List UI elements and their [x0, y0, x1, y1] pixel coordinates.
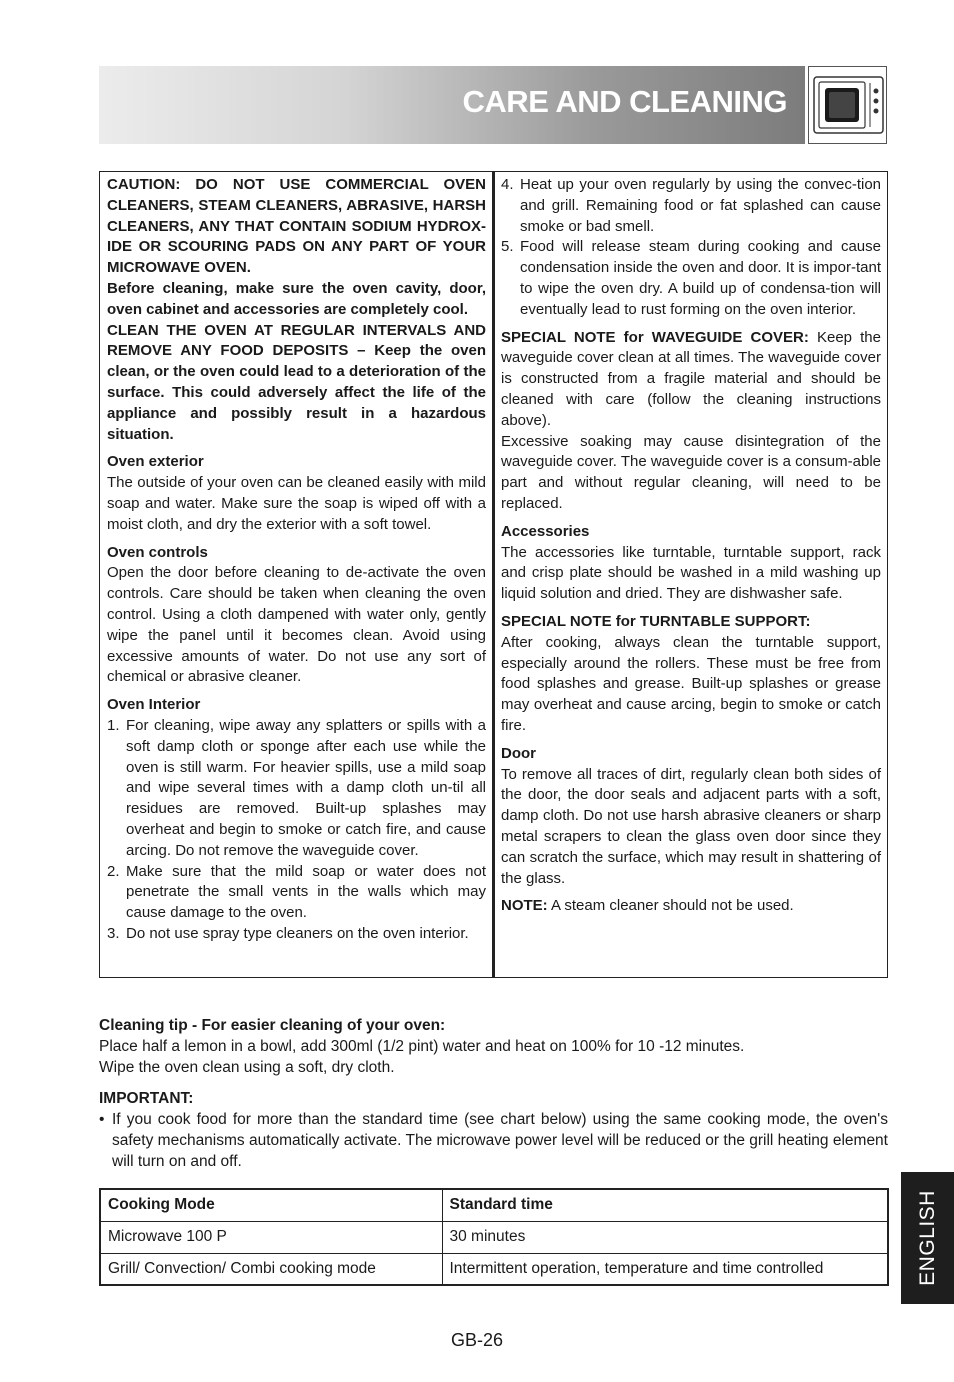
cleaning-tip-line-1: Place half a lemon in a bowl, add 300ml (1/2 pint) water and heat on 100% for 10 -12 minutes.	[99, 1038, 745, 1055]
accessories-text: The accessories like turntable, turntable support, rack and crisp plate should be washed in a mild washing up liquid solution and dried. They are dishwasher safe.	[501, 543, 881, 603]
column-header-standard-time: Standard time	[442, 1189, 888, 1221]
steam-note-text: A steam cleaner should not be used.	[547, 897, 794, 915]
table-row	[100, 1221, 888, 1253]
bullet-icon: •	[99, 1111, 105, 1128]
right-column	[501, 175, 881, 917]
list-number: 1.	[107, 716, 120, 734]
important-section	[99, 1088, 888, 1172]
language-tab	[901, 1172, 954, 1304]
table-header-row	[100, 1189, 888, 1221]
column-header-cooking-mode: Cooking Mode	[100, 1189, 442, 1221]
cleaning-tip	[99, 1015, 888, 1078]
caution-text: CAUTION: DO NOT USE COMMERCIAL OVEN CLEANERS, STEAM CLEANERS, ABRASIVE, HARSH CLEANERS, ANY THAT CONTAIN SODIUM HYDROX-IDE OR SCOURING PADS ON ANY PART OF YOUR MICROWAVE OVEN.	[107, 176, 486, 277]
steam-note	[501, 896, 881, 917]
list-number: 2.	[107, 862, 120, 880]
list-item-text: Heat up your oven regularly by using the convec-tion and grill. Remaining food or fat splashed can cause smoke or bad smell.	[520, 176, 881, 235]
page-number: GB-26	[450, 1330, 504, 1350]
left-column	[107, 175, 486, 945]
table-cell: Microwave 100 P	[100, 1221, 442, 1253]
oven-controls-text: Open the door before cleaning to de-activate the oven controls. Care should be taken when cleaning the oven control. Using a cloth dampened with water only, gently wipe the panel until it becomes clean. Avoid using excessive amounts of water. Do not use any sort of chemical or abrasive cleaner.	[107, 564, 486, 686]
oven-exterior-heading: Oven exterior	[107, 453, 204, 471]
oven-exterior-text: The outside of your oven can be cleaned easily with mild soap and water. Make sure the soap is wiped off with a moist cloth, and dry the exterior with a soft towel.	[107, 474, 486, 533]
accessories-heading: Accessories	[501, 522, 590, 540]
important-text: If you cook food for more than the standard time (see chart below) using the same cooking mode, the oven's safety mechanisms automatically activate. The microwave power level will be reduced or the grill heating element will turn on and off.	[112, 1111, 888, 1170]
door-heading: Door	[501, 744, 536, 762]
standard-time-table	[99, 1188, 889, 1286]
table-cell: Grill/ Convection/ Combi cooking mode	[100, 1253, 442, 1285]
list-number: 4.	[501, 176, 514, 193]
column-divider	[492, 172, 495, 977]
oven-controls-heading: Oven controls	[107, 543, 208, 561]
turntable-note-text: After cooking, always clean the turntable support, especially around the rollers. These must be free from food splashes and grease. Built-up splashes or grease may overheat and cause arcing, begin to smoke or catch fire.	[501, 633, 881, 734]
list-item-text: Do not use spray type cleaners on the oven interior.	[126, 924, 469, 942]
list-item	[107, 924, 486, 945]
table-cell: 30 minutes	[442, 1221, 888, 1253]
waveguide-note-text-2: Excessive soaking may cause disintegration of the waveguide cover. The waveguide cover is a consum-able part and without regular cleaning, will need to be replaced.	[501, 432, 881, 512]
list-item	[501, 175, 881, 237]
language-tab-label: ENGLISH	[915, 1190, 939, 1286]
door-text: To remove all traces of dirt, regularly clean both sides of the door, the door seals and adjacent parts with a soft, damp cloth. Do not use harsh abrasive cleaners or sharp metal scrapers to clean the glass oven door since they can scratch the surface, which may result in shattering of the glass.	[501, 765, 881, 887]
turntable-note-heading: SPECIAL NOTE for TURNTABLE SUPPORT:	[501, 612, 811, 630]
oven-interior-heading: Oven Interior	[107, 696, 201, 714]
list-item-text: Make sure that the mild soap or water does not penetrate the small vents in the walls which may cause damage to the oven.	[126, 862, 486, 922]
list-item-text: For cleaning, wipe away any splatters or spills with a soft damp cloth or sponge after each use while the oven is still warm. For heavier spills, use a mild soap and wipe several times with a damp cloth un-til all residues are removed. Built-up splashes may overheat and begin to smoke or catch fire, and cause arcing. Do not remove the waveguide cover.	[126, 716, 486, 859]
important-bullet-item	[99, 1109, 888, 1172]
header-bar	[99, 66, 805, 144]
list-item	[501, 237, 881, 320]
table-row	[100, 1253, 888, 1285]
important-heading: IMPORTANT:	[99, 1090, 194, 1107]
before-cleaning-text: Before cleaning, make sure the oven cavity, door, oven cabinet and accessories are completely cool.	[107, 279, 486, 318]
cleaning-tip-heading: Cleaning tip - For easier cleaning of your oven:	[99, 1017, 446, 1034]
waveguide-note-text: Keep the waveguide cover clean at all times. The waveguide cover is constructed from a fragile material and should be cleaned with care (follow the cleaning instructions above).	[501, 328, 881, 429]
regular-intervals-text: CLEAN THE OVEN AT REGULAR INTERVALS AND REMOVE ANY FOOD DEPOSITS – Keep the oven clean, or the oven could lead to a deterioration of the surface. This could adversely affect the life of the appliance and possibly result in a hazardous situation.	[107, 321, 486, 443]
list-number: 3.	[107, 924, 120, 942]
steam-note-label: NOTE:	[501, 897, 548, 915]
waveguide-note-label: SPECIAL NOTE for WAVEGUIDE COVER:	[501, 328, 809, 346]
list-item	[107, 862, 486, 924]
list-item	[107, 716, 486, 862]
cleaning-instructions-box	[99, 171, 888, 978]
page-title: CARE AND CLEANING	[462, 84, 787, 119]
list-number: 5.	[501, 238, 514, 256]
waveguide-note	[501, 328, 881, 432]
list-item-text: Food will release steam during cooking and cause condensation inside the oven and door. It is impor-tant to wipe the oven dry. A build up of condensa-tion will eventually lead to rust forming on the oven interior.	[520, 238, 881, 318]
table-cell: Intermittent operation, temperature and time controlled	[442, 1253, 888, 1285]
microwave-oven-icon	[808, 66, 887, 144]
cleaning-tip-line-2: Wipe the oven clean using a soft, dry cloth.	[99, 1059, 395, 1076]
